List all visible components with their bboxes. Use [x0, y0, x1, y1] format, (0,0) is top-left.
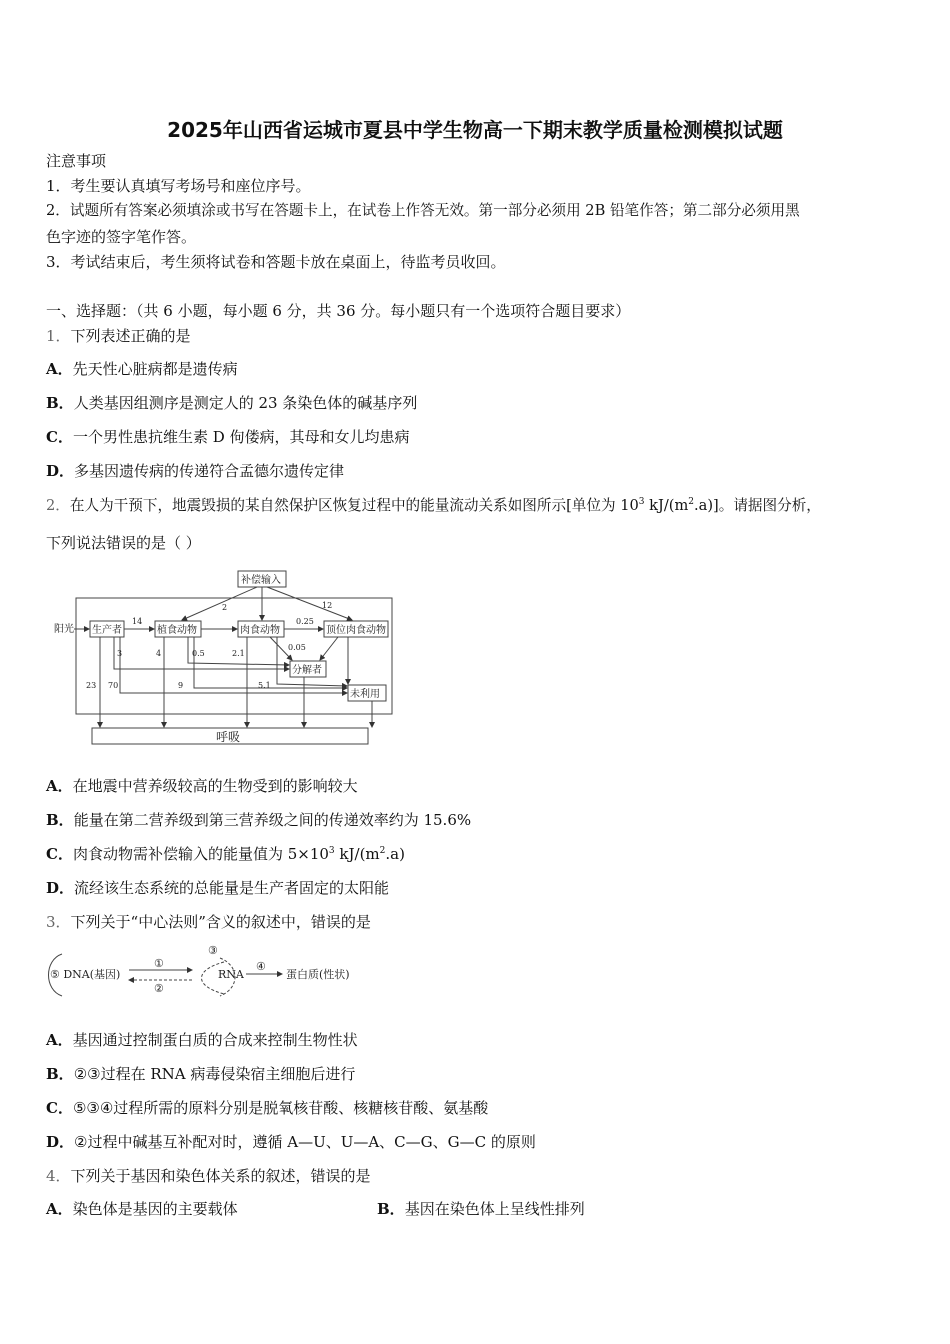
svg-text:④: ④	[256, 960, 266, 973]
svg-text:③: ③	[208, 944, 218, 957]
q2-option-d[interactable]: D．流经该生态系统的总能量是生产者固定的太阳能	[46, 879, 390, 897]
node-carnivore: 肉食动物	[240, 625, 280, 636]
page-title: 2025年山西省运城市夏县中学生物高一下期末教学质量检测模拟试题	[167, 118, 783, 142]
svg-text:23: 23	[86, 681, 97, 690]
question-stem: 下列关于“中心法则”含义的叙述中，错误的是	[70, 913, 371, 931]
node-unused: 未利用	[350, 689, 380, 700]
node-compensation: 补偿输入	[241, 575, 281, 586]
question-2: 2．在人为干预下，地震毁损的某自然保护区恢复过程中的能量流动关系如图所示[单位为 $10^3$ $kJ/(m^2.a)$]。请据图分析，	[46, 497, 821, 514]
svg-text:4: 4	[156, 649, 162, 658]
node-decomposer: 分解者	[292, 665, 322, 676]
question-number: 3．	[46, 913, 71, 931]
q1-option-d[interactable]: D．多基因遗传病的传递符合孟德尔遗传定律	[46, 462, 345, 480]
notice-item: 2．试题所有答案必须填涂或书写在答题卡上，在试卷上作答无效。第一部分必须用 2B 铅笔作答；第二部分必须用黑	[46, 202, 800, 219]
svg-text:②: ②	[154, 982, 164, 995]
question-number: 2．	[46, 497, 70, 514]
notice-item: 色字迹的签字笔作答。	[46, 228, 197, 246]
question-1	[46, 326, 191, 346]
notice-heading: 注意事项	[46, 152, 107, 170]
question-3	[46, 912, 371, 932]
q2-option-a[interactable]: A．在地震中营养级较高的生物受到的影响较大	[46, 777, 358, 795]
central-dogma-diagram	[44, 940, 374, 1002]
q3-option-c[interactable]: C．⑤③④过程所需的原料分别是脱氧核苷酸、核糖核苷酸、氨基酸	[46, 1099, 489, 1117]
question-4	[46, 1166, 371, 1186]
q4-option-a[interactable]: A．染色体是基因的主要载体	[46, 1200, 238, 1218]
q3-option-b[interactable]: B．②③过程在 RNA 病毒侵染宿主细胞后进行	[46, 1065, 356, 1083]
q1-option-a[interactable]: A．先天性心脏病都是遗传病	[46, 360, 238, 378]
node-producer: 生产者	[92, 625, 122, 636]
q4-option-b[interactable]: B．基因在染色体上呈线性排列	[377, 1200, 585, 1218]
svg-text:2.1: 2.1	[232, 649, 245, 658]
question-stem: 下列表述正确的是	[70, 327, 191, 345]
section-heading: 一、选择题：（共 6 小题，每小题 6 分，共 36 分。每小题只有一个选项符合题目要求）	[46, 302, 631, 320]
question-stem-continued: 下列说法错误的是（ ）	[46, 534, 201, 552]
q1-option-b[interactable]: B．人类基因组测序是测定人的 23 条染色体的碱基序列	[46, 394, 418, 412]
svg-text:12: 12	[322, 601, 333, 610]
q3-option-d[interactable]: D．②过程中碱基互补配对时，遵循 A—U、U—A、C—G、G—C 的原则	[46, 1133, 536, 1151]
q3-option-a[interactable]: A．基因通过控制蛋白质的合成来控制生物性状	[46, 1031, 358, 1049]
question-number: 4．	[46, 1167, 71, 1185]
energy-flow-diagram	[52, 568, 397, 750]
question-number: 1．	[46, 327, 71, 345]
node-respiration: 呼吸	[216, 730, 241, 744]
svg-text:①: ①	[154, 957, 164, 970]
svg-text:3: 3	[117, 649, 123, 658]
svg-text:5.1: 5.1	[258, 681, 271, 690]
question-stem: 下列关于基因和染色体关系的叙述，错误的是	[70, 1167, 371, 1185]
svg-text:0.25: 0.25	[296, 617, 314, 626]
protein-label: 蛋白质(性状)	[286, 968, 350, 981]
notice-item: 3．考试结束后，考生须将试卷和答题卡放在桌面上，待监考员收回。	[46, 253, 506, 271]
q2-option-b[interactable]: B．能量在第二营养级到第三营养级之间的传递效率约为 15.6%	[46, 811, 472, 829]
notice-item: 1．考生要认真填写考场号和座位序号。	[46, 177, 311, 195]
svg-text:14: 14	[132, 617, 143, 626]
q2-option-c[interactable]: C．肉食动物需补偿输入的能量值为 $5\times 10^3$ $kJ/(m^2.a)$	[46, 845, 405, 863]
svg-text:0.05: 0.05	[288, 643, 306, 652]
q1-option-c[interactable]: C．一个男性患抗维生素 D 佝偻病，其母和女儿均患病	[46, 428, 410, 446]
svg-text:9: 9	[178, 681, 184, 690]
node-top-carnivore: 顶位肉食动物	[326, 625, 386, 636]
svg-text:70: 70	[108, 681, 119, 690]
node-sunlight: 阳光	[54, 624, 74, 635]
dna-label: ⑤ DNA(基因)	[50, 968, 121, 981]
svg-text:0.5: 0.5	[192, 649, 205, 658]
svg-text:2: 2	[222, 603, 228, 612]
node-herbivore: 植食动物	[157, 625, 197, 636]
rna-label: RNA	[218, 968, 244, 981]
